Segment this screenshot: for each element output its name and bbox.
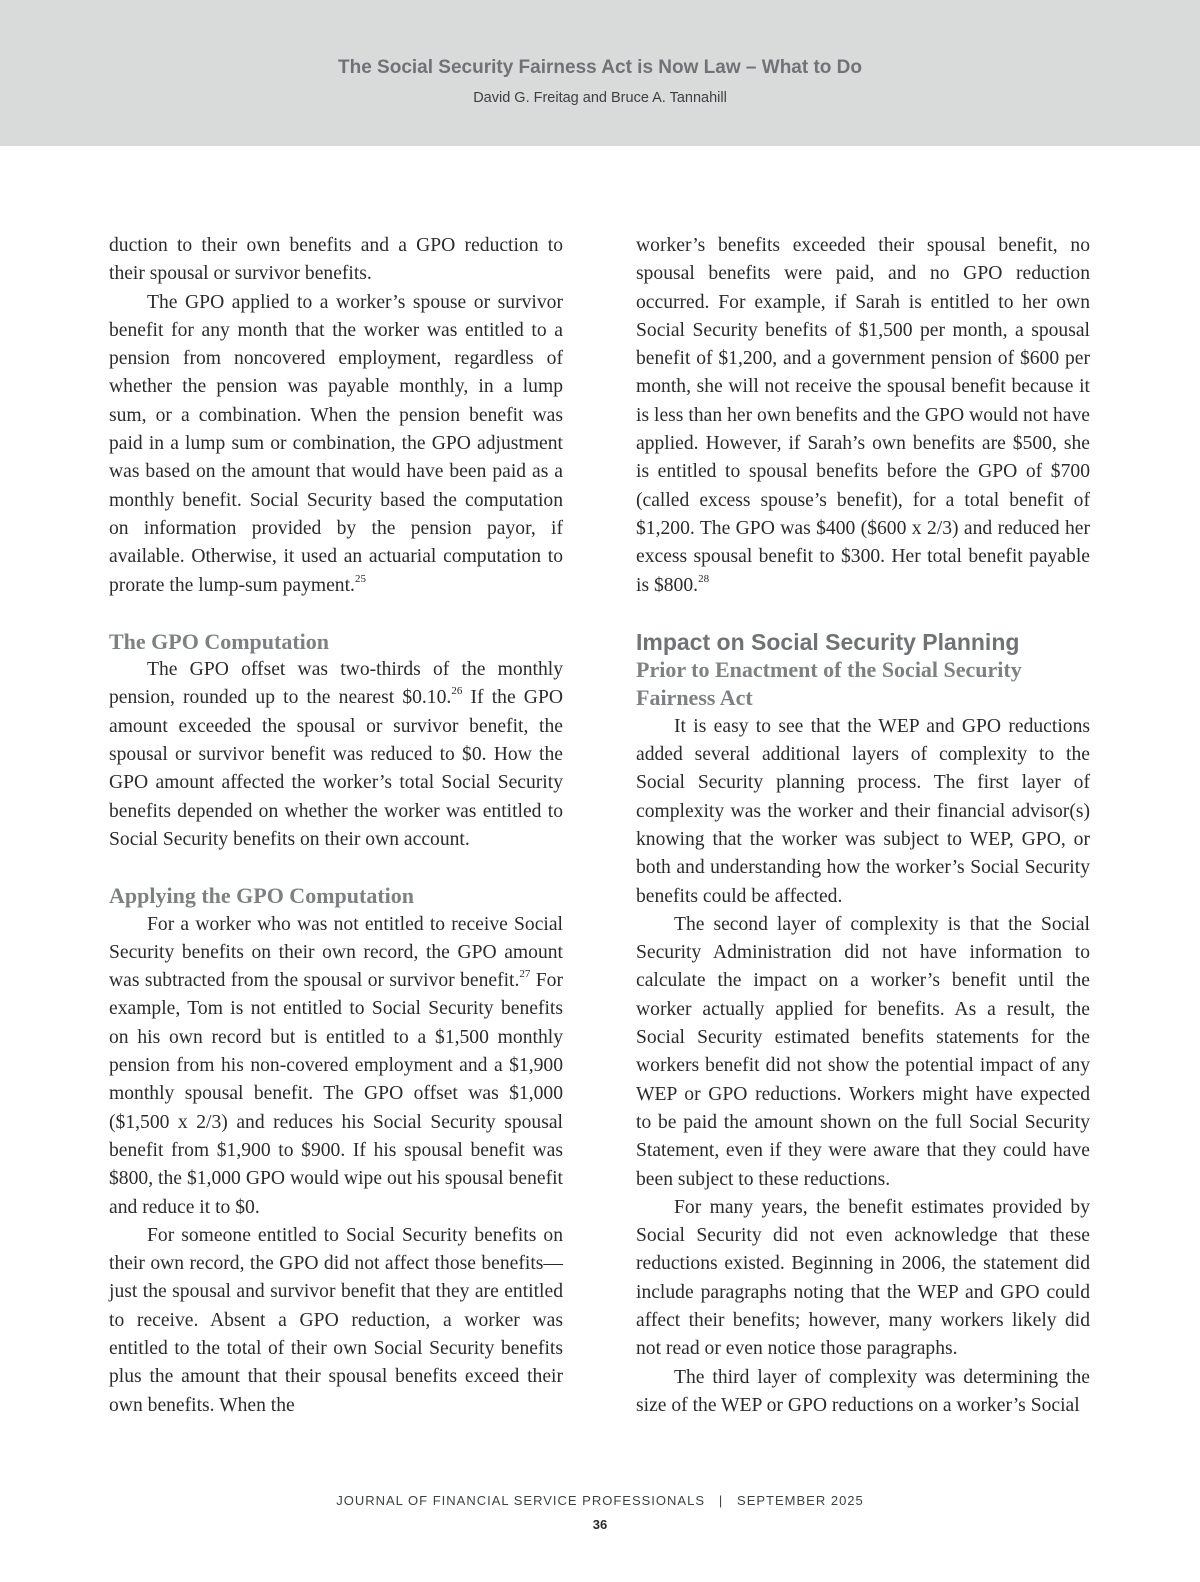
paragraph: The GPO applied to a worker’s spouse or survivor benefit for any month that the worker was entitled to a pension from noncovered employment, regardless of whether the pension was payable monthly, in a lump sum, or a combination. When the pension benefit was paid in a lump sum or combination, the GPO adjustment was based on the amount that would have been paid as a monthly benefit. Social Security based the computation on information provided by the pension payor, if available. Otherwise, it used an actuarial computation to prorate the lump-sum payment.$^{25}$ — [109, 291, 563, 596]
footnote-ref[interactable]: 26 — [451, 685, 463, 698]
footnote-ref[interactable]: 27 — [519, 968, 531, 981]
paragraph: It is easy to see that the WEP and GPO reductions added several additional layers of complexity to the Social Security planning process. The first layer of complexity was the worker and their financial advisor(s) knowing that the worker was subject to WEP, GPO, or both and understanding how the worker’s Social Security benefits could be affected. — [636, 715, 1090, 907]
paragraph: For many years, the benefit estimates provided by Social Security did not even acknowledge that these reductions existed. Beginning in 2006, the statement did include paragraphs noting that the WEP and GPO could affect their benefits; however, many workers likely did not read or even notice those paragraphs. — [636, 1196, 1090, 1360]
page-header — [0, 0, 1200, 146]
article-authors: David G. Freitag and Bruce A. Tannahill — [473, 90, 727, 106]
section-heading: Impact on Social Security Planning — [636, 628, 1020, 655]
section-heading: Applying the GPO Computation — [109, 883, 414, 909]
paragraph: For a worker who was not entitled to receive Social Security benefits on their own record, the GPO amount was subtracted from the spousal or survivor benefit.$^{27}$ For example, Tom is not entitled to Social Security benefits on his own record but is entitled to a $1,500 monthly pension from his non-covered employment and a $1,900 monthly spousal benefit. The GPO offset was $1,000 ($1,500 x 2/3) and reduces his Social Security spousal benefit from $1,900 to $900. If his spousal benefit was $800, the $1,000 GPO would wipe out his spousal benefit and reduce it to $0. — [109, 913, 563, 1218]
paragraph: For someone entitled to Social Security benefits on their own record, the GPO did not affect those benefits—just the spousal and survivor benefit that they are entitled to receive. Absent a GPO reduction, a worker was entitled to the total of their own Social Security benefits plus the amount that their spousal benefits exceed their own benefits. When the — [109, 1224, 563, 1416]
left-column — [109, 232, 563, 1420]
section-heading: The GPO Computation — [109, 628, 330, 654]
paragraph: duction to their own benefits and a GPO reduction to their spousal or survivor benefits. — [109, 235, 563, 285]
paragraph: worker’s benefits exceeded their spousal benefit, no spousal benefits were paid, and no GPO reduction occurred. For example, if Sarah is entitled to her own Social Security benefits of $1,500 per month, a spousal benefit of $1,200, and a government pension of $600 per month, she will not receive the spousal benefit because it is less than her own benefits and the GPO would not have applied. However, if Sarah’s own benefits are $500, she is entitled to spousal benefits before the GPO of $700 (called excess spouse’s benefit), for a total benefit of $1,200. The GPO was $400 ($600 x 2/3) and reduced her excess spousal benefit to $300. Her total benefit payable is $800.28 — [636, 235, 1090, 596]
footnote-ref[interactable]: 28 — [698, 572, 710, 585]
footer-journal: JOURNAL OF FINANCIAL SERVICE PROFESSIONALS | SEPTEMBER 2025 — [336, 1493, 864, 1508]
paragraph: The third layer of complexity was determining the size of the WEP or GPO reductions on a worker’s Social — [636, 1366, 1090, 1416]
footnote-ref[interactable]: 25 — [354, 572, 366, 585]
subsection-heading: Prior to Enactment of the Social Security Fairness Act — [636, 657, 1022, 711]
page-number: 36 — [592, 1517, 608, 1532]
paragraph: The second layer of complexity is that the Social Security Administration did not have information to calculate the impact on a worker’s benefit until the worker actually applied for benefits. As a result, the Social Security estimated benefits statements for the workers benefit did not show the potential impact of any WEP or GPO reductions. Workers might have expected to be paid the amount shown on the full Social Security Statement, even if they were aware that they could have been subject to these reductions. — [636, 913, 1090, 1190]
paragraph: The GPO offset was two-thirds of the monthly pension, rounded up to the nearest $0.10.26 If the GPO amount exceeded the spousal or survivor benefit, the spousal or survivor benefit was reduced to $0. How the GPO amount affected the worker’s total Social Security benefits depended on whether the worker was entitled to Social Security benefits on their own account. — [109, 659, 563, 850]
article-title: The Social Security Fairness Act is Now Law – What to Do — [337, 57, 863, 78]
right-column — [636, 232, 1090, 1420]
